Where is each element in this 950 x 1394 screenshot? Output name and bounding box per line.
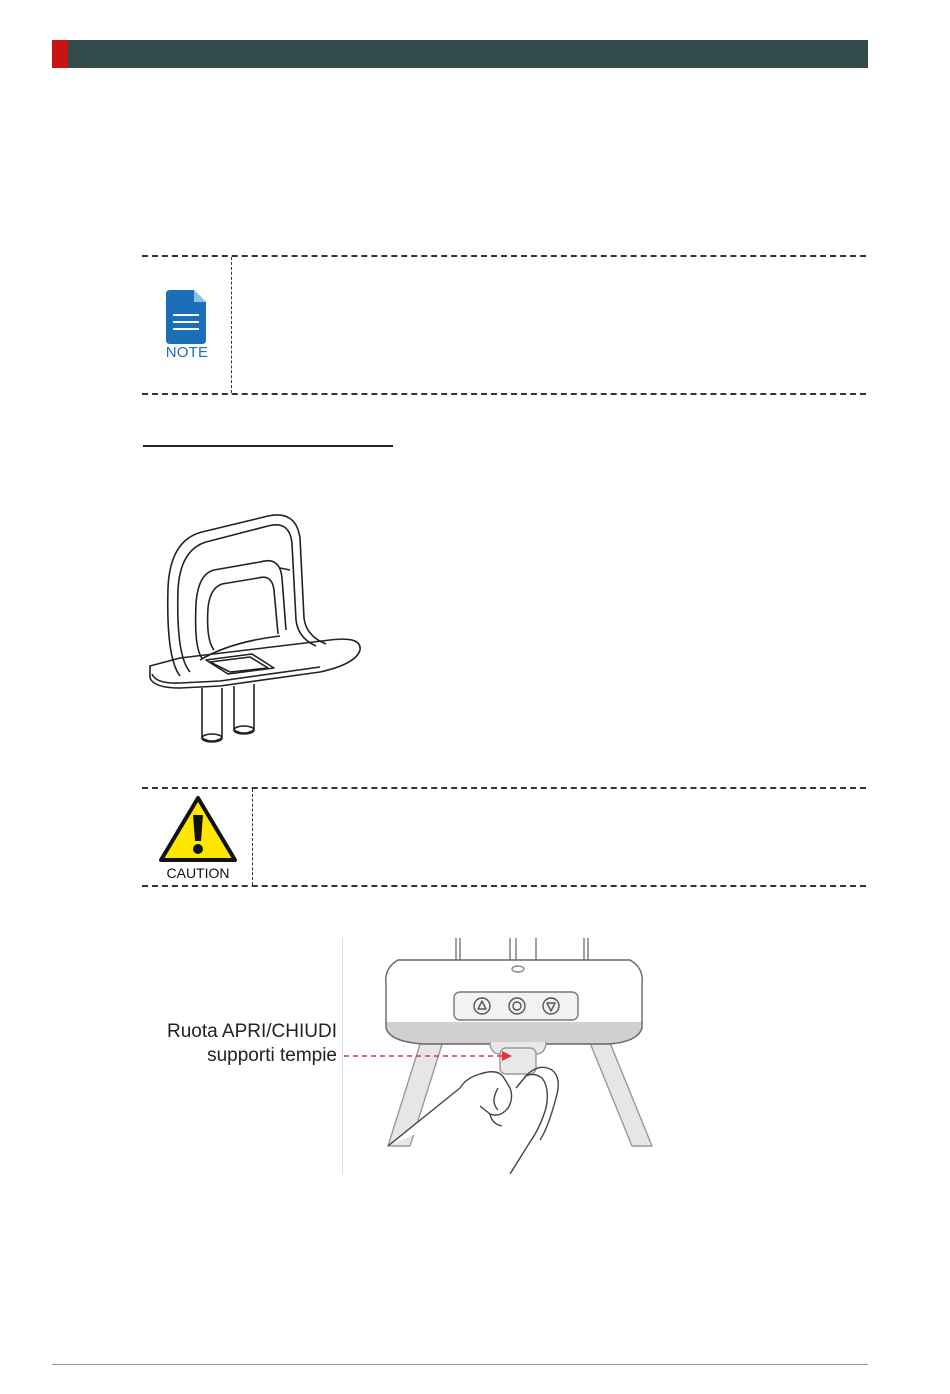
- footer-rule: [52, 1364, 868, 1365]
- callout-leader-line: [344, 1050, 514, 1062]
- note-label: NOTE: [165, 344, 209, 361]
- caution-box: [142, 787, 866, 887]
- header-accent: [52, 40, 68, 68]
- header-bar: [52, 40, 868, 68]
- section-heading-underline: [143, 445, 393, 447]
- callout-line-1: Ruota APRI/CHIUDI: [167, 1021, 337, 1042]
- caution-label: CAUTION: [166, 865, 230, 881]
- callout-line-2: supporti tempie: [207, 1045, 337, 1066]
- note-box: [142, 255, 866, 395]
- knob-callout-label: [167, 1020, 337, 1068]
- note-divider: [231, 257, 232, 393]
- temple-support-illustration: [140, 508, 370, 748]
- caution-divider: [252, 789, 253, 885]
- caution-warning-icon: [158, 795, 238, 863]
- note-document-icon: [166, 290, 208, 344]
